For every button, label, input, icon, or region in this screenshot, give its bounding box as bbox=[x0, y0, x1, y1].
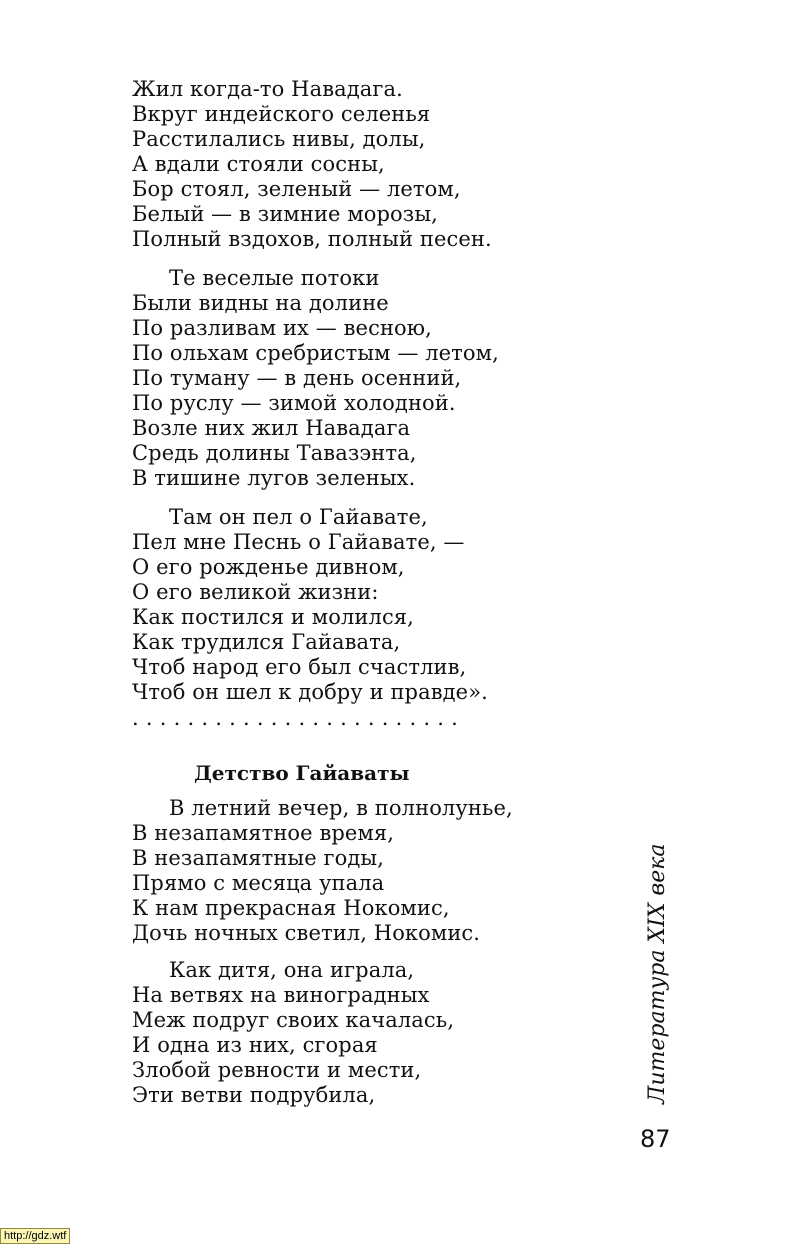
verse-line: Пел мне Песнь о Гайавате, — bbox=[132, 530, 465, 554]
verse-line: Вкруг индейского селенья bbox=[132, 102, 431, 126]
verse-line: Прямо с месяца упала bbox=[132, 871, 385, 895]
verse-line: Как постился и молился, bbox=[132, 605, 414, 629]
verse-line: Возле них жил Навадага bbox=[132, 416, 411, 440]
verse-line: По туману — в день осенний, bbox=[132, 366, 462, 390]
verse-line: А вдали стояли сосны, bbox=[132, 152, 385, 176]
stanza-5 bbox=[132, 958, 454, 1108]
verse-line: Жил когда-то Навадага. bbox=[132, 77, 403, 101]
stanza-1 bbox=[132, 77, 492, 252]
stanza-4 bbox=[132, 796, 513, 946]
verse-line: Чтоб он шел к добру и правде». bbox=[132, 680, 488, 704]
verse-line: Злобой ревности и мести, bbox=[132, 1058, 422, 1082]
verse-line: Бор стоял, зеленый — летом, bbox=[132, 177, 461, 201]
verse-line: По ольхам сребристым — летом, bbox=[132, 341, 499, 365]
watermark-link[interactable]: http://gdz.wtf bbox=[0, 1228, 70, 1244]
section-side-caption: Литература XIX века bbox=[645, 843, 670, 1104]
verse-line: По руслу — зимой холодной. bbox=[132, 391, 456, 415]
verse-line: В летний вечер, в полнолунье, bbox=[169, 796, 513, 820]
verse-line: Как трудился Гайавата, bbox=[132, 630, 401, 654]
verse-line: Меж подруг своих качалась, bbox=[132, 1008, 455, 1032]
verse-line: О его рожденье дивном, bbox=[132, 555, 405, 579]
verse-line: Дочь ночных светил, Нокомис. bbox=[132, 921, 481, 945]
verse-line: Полный вздохов, полный песен. bbox=[132, 227, 492, 251]
verse-line: Эти ветви подрубила, bbox=[132, 1083, 376, 1107]
page-number: 87 bbox=[640, 1125, 671, 1153]
verse-line: Средь долины Тавазэнта, bbox=[132, 441, 417, 465]
verse-line: К нам прекрасная Нокомис, bbox=[132, 896, 450, 920]
verse-line: Там он пел о Гайавате, bbox=[169, 505, 428, 529]
stanza-3 bbox=[132, 505, 488, 705]
verse-line: Как дитя, она играла, bbox=[169, 958, 415, 982]
verse-line: Чтоб народ его был счастлив, bbox=[132, 655, 467, 679]
omission-ellipsis: ........................ bbox=[132, 706, 466, 730]
verse-line: В незапамятные годы, bbox=[132, 846, 385, 870]
verse-line: Расстилались нивы, долы, bbox=[132, 127, 426, 151]
verse-line: По разливам их — весною, bbox=[132, 316, 432, 340]
stanza-2 bbox=[132, 266, 499, 491]
verse-line: И одна из них, сгорая bbox=[132, 1033, 378, 1057]
verse-line: Те веселые потоки bbox=[169, 266, 380, 290]
verse-line: Белый — в зимние морозы, bbox=[132, 202, 438, 226]
verse-line: В незапамятное время, bbox=[132, 821, 395, 845]
verse-line: О его великой жизни: bbox=[132, 580, 379, 604]
section-heading: Детство Гайаваты bbox=[194, 761, 410, 785]
verse-line: На ветвях на виноградных bbox=[132, 983, 430, 1007]
verse-line: В тишине лугов зеленых. bbox=[132, 466, 416, 490]
verse-line: Были видны на долине bbox=[132, 291, 389, 315]
